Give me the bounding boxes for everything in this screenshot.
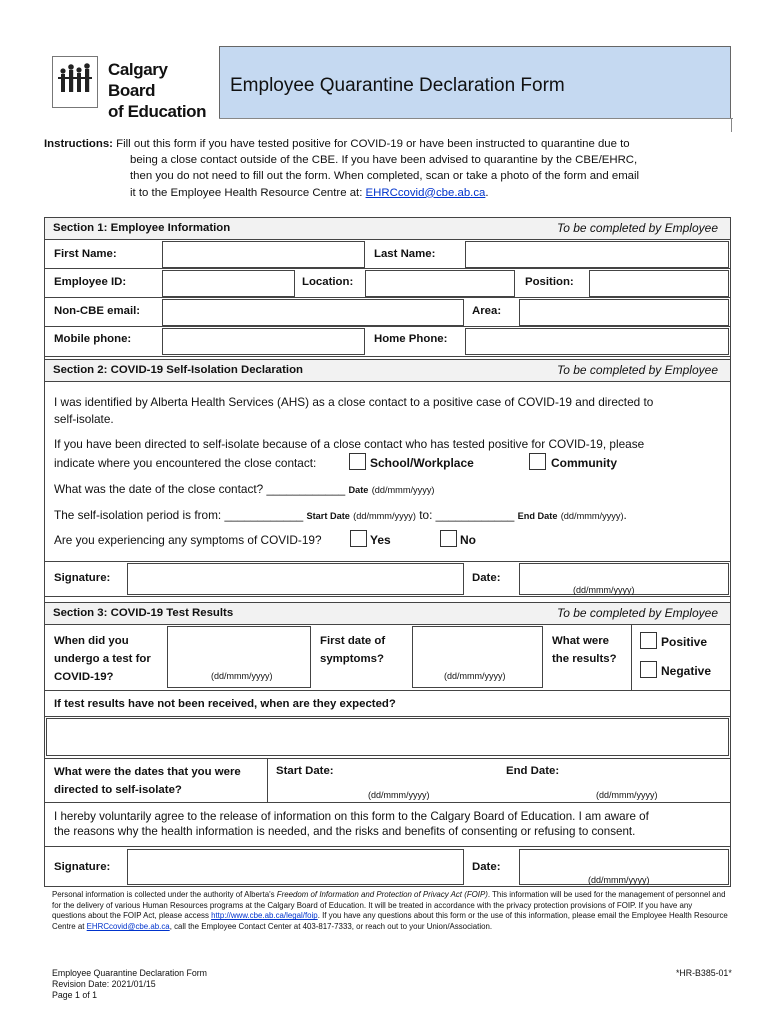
contact-date-line	[54, 480, 434, 499]
school-workplace-label: School/Workplace	[370, 456, 474, 470]
divider	[44, 297, 731, 298]
symptoms-yes-checkbox[interactable]	[350, 530, 367, 547]
symptoms-no-label: No	[460, 533, 476, 547]
divider	[44, 690, 731, 691]
symptoms-date-format: (dd/mmm/yyyy)	[444, 671, 506, 681]
result-negative-checkbox[interactable]	[640, 661, 657, 678]
ehrc-email-link[interactable]: EHRCcovid@cbe.ab.ca	[365, 186, 486, 199]
divider	[631, 624, 632, 690]
symptoms-no-checkbox[interactable]	[440, 530, 457, 547]
results-question	[552, 632, 617, 668]
last-name-label: Last Name:	[374, 248, 436, 260]
instructions-label: Instructions:	[44, 138, 113, 150]
privacy-email-link[interactable]: EHRCcovid@cbe.ab.ca	[86, 922, 170, 932]
mobile-phone-label: Mobile phone:	[54, 333, 132, 345]
position-field[interactable]	[589, 270, 729, 297]
logo-figures-icon	[52, 56, 98, 108]
isolation-start-hint-label: Start Date	[306, 511, 350, 521]
isolation-period-prefix: The self-isolation period is from: ____________	[54, 508, 304, 522]
section3-signature-field[interactable]	[127, 849, 464, 885]
isolation-dates-question-line1: What were the dates that you were	[54, 766, 241, 778]
divider	[44, 846, 731, 847]
section2-signature-field[interactable]	[127, 563, 464, 595]
instructions-line2: being a close contact outside of the CBE. If you have been advised to quarantine by the CBE/EHRC,	[130, 154, 638, 167]
contact-date-question: What was the date of the close contact? ____________	[54, 482, 346, 496]
isolation-period-end: .	[623, 508, 627, 522]
divider	[44, 356, 731, 357]
test-date-question-line3: COVID-19?	[54, 671, 114, 683]
divider	[267, 758, 268, 802]
logo-wordmark	[108, 59, 208, 122]
instructions-end: .	[485, 186, 489, 199]
test-date-question-line2: undergo a test for	[54, 653, 151, 665]
non-cbe-email-field[interactable]	[162, 299, 464, 326]
employee-id-label: Employee ID:	[54, 276, 127, 288]
results-question-line1: What were	[552, 635, 609, 647]
school-workplace-checkbox[interactable]	[349, 453, 366, 470]
test-date-format: (dd/mmm/yyyy)	[211, 671, 273, 681]
result-negative-label: Negative	[661, 664, 712, 678]
home-phone-field[interactable]	[465, 328, 729, 355]
form-code: *HR-B385-01*	[676, 968, 732, 978]
section3-date-label: Date:	[472, 861, 501, 873]
title-rule	[219, 118, 733, 119]
title-tick	[731, 118, 732, 132]
expected-results-field[interactable]	[46, 718, 729, 756]
consent-statement	[54, 809, 649, 839]
symptoms-date-question	[320, 632, 385, 668]
isolation-dates-question-line2: directed to self-isolate?	[54, 784, 182, 796]
footer-form-name: Employee Quarantine Declaration Form	[52, 968, 207, 978]
section3-note: To be completed by Employee	[557, 606, 718, 620]
location-field[interactable]	[365, 270, 515, 297]
instructions-line1: Fill out this form if you have tested positive for COVID-19 or have been instructed to quarantine due to	[116, 138, 630, 150]
divider	[44, 624, 731, 625]
community-checkbox[interactable]	[529, 453, 546, 470]
isolation-start-hint: (dd/mmm/yyyy)	[353, 511, 416, 521]
area-label: Area:	[472, 305, 502, 317]
declaration-line1: I was identified by Alberta Health Services (AHS) as a close contact to a positive case of COVID-19 and directed to	[54, 395, 654, 409]
section2-title: Section 2: COVID-19 Self-Isolation Declaration	[53, 364, 304, 376]
close-contact-line1: If you have been directed to self-isolate because of a close contact who has tested positive for COVID-19, please	[54, 437, 645, 451]
section3-date-format: (dd/mmm/yyyy)	[588, 875, 650, 885]
contact-date-hint: (dd/mmm/yyyy)	[371, 485, 435, 495]
section2-date-format: (dd/mmm/yyyy)	[573, 585, 635, 595]
result-positive-label: Positive	[661, 635, 708, 649]
section3-title: Section 3: COVID-19 Test Results	[53, 607, 234, 619]
declaration-line2: self-isolate.	[54, 412, 114, 426]
divider	[44, 561, 731, 562]
isolation-dates-question	[54, 763, 241, 799]
first-name-field[interactable]	[162, 241, 365, 268]
symptoms-yes-label: Yes	[370, 533, 391, 547]
divider	[44, 716, 731, 717]
section2-date-label: Date:	[472, 572, 501, 584]
position-label: Position:	[525, 276, 574, 288]
section2-header	[45, 360, 730, 381]
instructions-line3: then you do not need to fill out the form. When completed, scan or take a photo of the form and email	[130, 170, 640, 183]
isolation-end-date-label: End Date:	[506, 765, 560, 777]
instructions-line4: it to the Employee Health Resource Centre at:	[130, 186, 363, 199]
logo-line2: of Education	[108, 102, 207, 121]
test-date-question	[54, 632, 151, 686]
title-banner	[219, 46, 731, 118]
location-label: Location:	[302, 276, 354, 288]
close-contact-line2: indicate where you encountered the close contact:	[54, 456, 317, 470]
employee-id-field[interactable]	[162, 270, 295, 297]
isolation-end-hint: (dd/mmm/yyyy)	[560, 511, 624, 521]
foip-link[interactable]: http://www.cbe.ab.ca/legal/foip	[211, 911, 318, 921]
symptoms-date-question-line2: symptoms?	[320, 653, 384, 665]
logo-line1: Calgary Board	[108, 60, 168, 100]
section3-header	[45, 603, 730, 624]
footer	[52, 968, 207, 1001]
area-field[interactable]	[519, 299, 729, 326]
divider	[44, 802, 731, 803]
section2-signature-label: Signature:	[54, 572, 111, 584]
form-title: Employee Quarantine Declaration Form	[230, 75, 565, 96]
result-positive-checkbox[interactable]	[640, 632, 657, 649]
privacy-text-4: , call the Employee Contact Center at 403-817-7333, or reach out to your Union/Association.	[169, 922, 493, 932]
section1-note: To be completed by Employee	[557, 221, 718, 235]
divider	[44, 268, 731, 269]
divider	[44, 758, 731, 759]
section1-header	[45, 218, 730, 239]
isolation-start-date-format: (dd/mmm/yyyy)	[368, 790, 430, 800]
divider	[44, 326, 731, 327]
isolation-period-line	[54, 506, 627, 525]
divider	[44, 239, 731, 240]
section2-note: To be completed by Employee	[557, 363, 718, 377]
isolation-start-date-label: Start Date:	[276, 765, 334, 777]
non-cbe-email-label: Non-CBE email:	[54, 305, 141, 317]
section1-title: Section 1: Employee Information	[53, 222, 231, 234]
isolation-to: to: ____________	[419, 508, 515, 522]
privacy-text-2: . This information will be used for the management of personnel and for the delivery of various Human Resources programs at the Calgary Board of Education. It will be treated in accordance with the privacy protection provisions of FOIP. If you have any questions about the FOIP Act, please access	[52, 890, 726, 921]
privacy-notice	[52, 890, 728, 933]
expected-results-question: If test results have not been received, when are they expected?	[54, 698, 396, 710]
footer-page-number: Page 1 of 1	[52, 990, 97, 1000]
privacy-text-3: . If you have any questions about this form or the use of this information, please email the Employee Health Resource Centre at	[52, 911, 728, 932]
instructions	[44, 136, 734, 201]
first-name-label: First Name:	[54, 248, 117, 260]
isolation-end-date-format: (dd/mmm/yyyy)	[596, 790, 658, 800]
mobile-phone-field[interactable]	[162, 328, 365, 355]
home-phone-label: Home Phone:	[374, 333, 448, 345]
community-label: Community	[551, 456, 617, 470]
last-name-field[interactable]	[465, 241, 729, 268]
symptoms-question: Are you experiencing any symptoms of COVID-19?	[54, 533, 322, 547]
divider	[44, 596, 731, 597]
contact-date-hint-label: Date	[348, 485, 369, 495]
test-date-question-line1: When did you	[54, 635, 129, 647]
footer-revision-date: Revision Date: 2021/01/15	[52, 979, 156, 989]
consent-line1: I hereby voluntarily agree to the release of information on this form to the Calgary Board of Education. I am aware of	[54, 810, 649, 823]
isolation-end-hint-label: End Date	[517, 511, 558, 521]
section3-signature-label: Signature:	[54, 861, 111, 873]
divider	[44, 381, 731, 382]
cbe-logo	[52, 56, 208, 121]
consent-line2: the reasons why the health information is needed, and the risks and benefits of consenting or refusing to consent.	[54, 825, 636, 838]
symptoms-date-question-line1: First date of	[320, 635, 386, 647]
privacy-text-1: Personal information is collected under the authority of Alberta's	[52, 890, 275, 899]
results-question-line2: the results?	[552, 653, 617, 665]
foip-act-name: Freedom of Information and Protection of Privacy Act (FOIP)	[276, 890, 488, 899]
